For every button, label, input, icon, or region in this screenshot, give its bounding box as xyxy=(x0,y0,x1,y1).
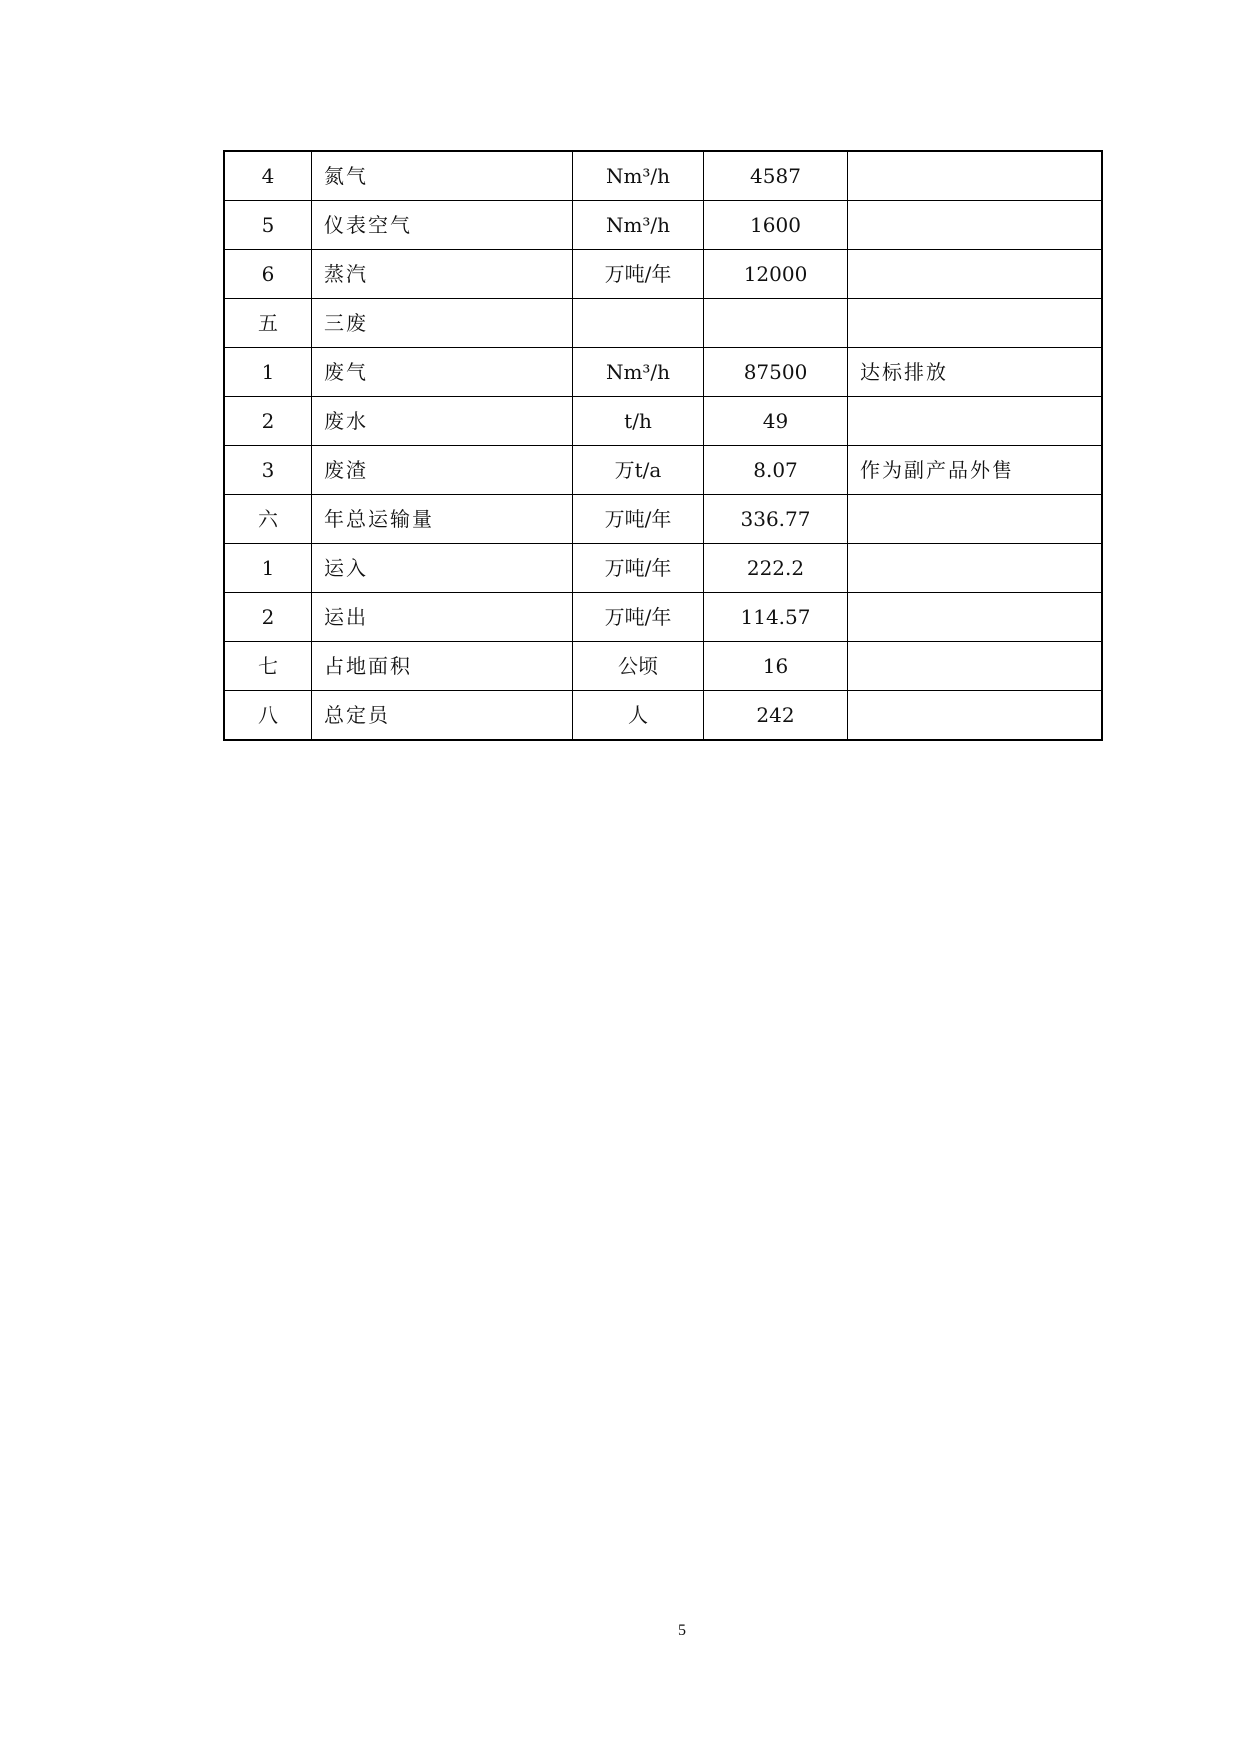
data-table xyxy=(223,150,1103,741)
unit-cell: t/h xyxy=(573,397,704,446)
row-number-cell: 2 xyxy=(224,593,312,642)
note-cell xyxy=(848,397,1103,446)
row-number-cell: 五 xyxy=(224,299,312,348)
value-cell: 242 xyxy=(704,691,848,741)
row-number-cell: 3 xyxy=(224,446,312,495)
unit-cell xyxy=(573,299,704,348)
item-name-cell: 氮气 xyxy=(312,151,573,201)
value-cell: 222.2 xyxy=(704,544,848,593)
row-number-cell: 2 xyxy=(224,397,312,446)
table-body xyxy=(224,151,1102,740)
row-number-cell: 1 xyxy=(224,544,312,593)
unit-cell: 万吨/年 xyxy=(573,495,704,544)
unit-cell: 万吨/年 xyxy=(573,250,704,299)
table-row xyxy=(224,299,1102,348)
value-cell: 8.07 xyxy=(704,446,848,495)
note-cell xyxy=(848,201,1103,250)
item-name-cell: 废水 xyxy=(312,397,573,446)
note-cell xyxy=(848,691,1103,741)
item-name-cell: 废渣 xyxy=(312,446,573,495)
item-name-cell: 三废 xyxy=(312,299,573,348)
unit-cell: 公顷 xyxy=(573,642,704,691)
unit-cell: 万吨/年 xyxy=(573,593,704,642)
unit-cell: Nm³/h xyxy=(573,348,704,397)
unit-cell: Nm³/h xyxy=(573,151,704,201)
unit-cell: 万吨/年 xyxy=(573,544,704,593)
table-row xyxy=(224,544,1102,593)
value-cell: 114.57 xyxy=(704,593,848,642)
item-name-cell: 总定员 xyxy=(312,691,573,741)
note-cell xyxy=(848,544,1103,593)
value-cell: 12000 xyxy=(704,250,848,299)
value-cell: 49 xyxy=(704,397,848,446)
value-cell: 87500 xyxy=(704,348,848,397)
table-row xyxy=(224,691,1102,741)
row-number-cell: 4 xyxy=(224,151,312,201)
item-name-cell: 运入 xyxy=(312,544,573,593)
row-number-cell: 七 xyxy=(224,642,312,691)
value-cell: 336.77 xyxy=(704,495,848,544)
table-row xyxy=(224,495,1102,544)
item-name-cell: 废气 xyxy=(312,348,573,397)
item-name-cell: 年总运输量 xyxy=(312,495,573,544)
item-name-cell: 占地面积 xyxy=(312,642,573,691)
table-row xyxy=(224,642,1102,691)
note-cell: 作为副产品外售 xyxy=(848,446,1103,495)
row-number-cell: 六 xyxy=(224,495,312,544)
note-cell xyxy=(848,495,1103,544)
note-cell xyxy=(848,250,1103,299)
unit-cell: 人 xyxy=(573,691,704,741)
unit-cell: 万t/a xyxy=(573,446,704,495)
table-row xyxy=(224,397,1102,446)
item-name-cell: 仪表空气 xyxy=(312,201,573,250)
row-number-cell: 6 xyxy=(224,250,312,299)
value-cell: 4587 xyxy=(704,151,848,201)
note-cell xyxy=(848,299,1103,348)
table-row xyxy=(224,201,1102,250)
table-row xyxy=(224,151,1102,201)
page-number: 5 xyxy=(678,1622,686,1639)
item-name-cell: 运出 xyxy=(312,593,573,642)
table-row xyxy=(224,446,1102,495)
unit-cell: Nm³/h xyxy=(573,201,704,250)
table-row xyxy=(224,593,1102,642)
table-row xyxy=(224,250,1102,299)
row-number-cell: 5 xyxy=(224,201,312,250)
value-cell: 16 xyxy=(704,642,848,691)
table-row xyxy=(224,348,1102,397)
item-name-cell: 蒸汽 xyxy=(312,250,573,299)
value-cell xyxy=(704,299,848,348)
note-cell xyxy=(848,642,1103,691)
row-number-cell: 八 xyxy=(224,691,312,741)
note-cell: 达标排放 xyxy=(848,348,1103,397)
row-number-cell: 1 xyxy=(224,348,312,397)
value-cell: 1600 xyxy=(704,201,848,250)
note-cell xyxy=(848,593,1103,642)
note-cell xyxy=(848,151,1103,201)
